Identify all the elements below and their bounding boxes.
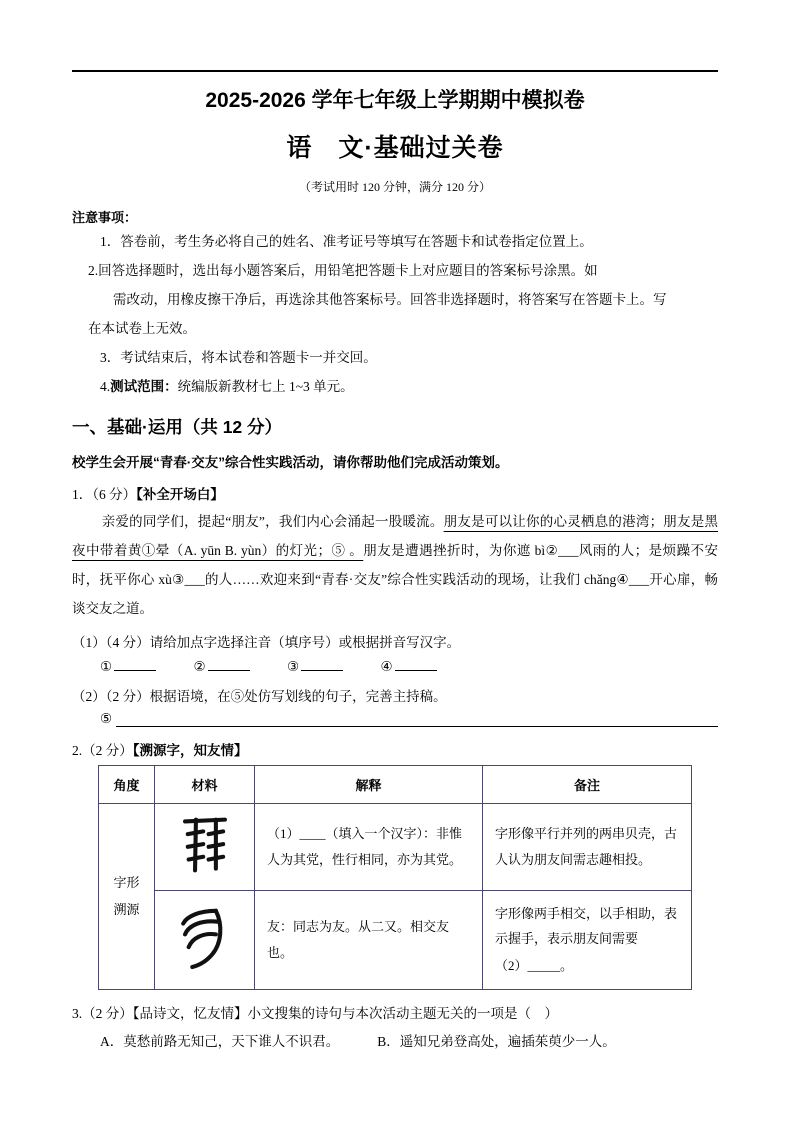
answer-blank-1	[100, 659, 156, 674]
notice-item-4-number: 4.	[100, 378, 111, 394]
table-row-you	[99, 890, 692, 989]
passage-run-plain-1: 亲爱的同学们，提起“朋友”，我们内心会涌起一股暖流。	[101, 513, 444, 529]
notice-item-3: 3．考试结束后，将本试卷和答题卡一并交回。	[100, 349, 377, 365]
table-cell-you-explain: 友：同志为友。从二又。相交友也。	[255, 890, 483, 989]
table-header-explain: 解释	[255, 765, 483, 803]
notice-item-4-label: 测试范围：	[110, 378, 178, 394]
question-3-number: 3.（2 分）	[72, 1005, 133, 1021]
question-3-tag: 【品诗文，忆友情】	[132, 1005, 248, 1021]
notice-item-1: 1．答卷前，考生务必将自己的姓名、准考证号等填写在答题卡和试卷指定位置上。	[100, 234, 593, 249]
answer-blanks-row	[100, 657, 718, 675]
question-1-passage	[72, 507, 718, 623]
passage-run-plain-2: 朋友是遭遇挫折时，为你遮 bì②___风雨的人；是烦躁不安时，抚平你心 xù③___的人……欢迎来到“青春·交友”综合性实践活动的现场，让我们 chǎng④___开心扉，畅谈交友之道。	[72, 542, 718, 616]
blank-3-line	[301, 657, 343, 671]
table-cell-peng-explain: （1）____（填入一个汉字）：非惟人为其党，性行相同，亦为其党。	[255, 803, 483, 890]
question-2-label	[72, 739, 718, 759]
question-1-number: 1．（6 分）	[72, 486, 137, 502]
header-divider	[72, 70, 718, 72]
activity-intro: 校学生会开展“青春·交友”综合性实践活动，请你帮助他们完成活动策划。	[72, 454, 509, 470]
question-3-label	[72, 1002, 718, 1022]
answer-blank-4	[380, 659, 436, 674]
you-note-blank: （2）_____。	[495, 958, 574, 974]
table-cell-row-label: 字形溯源	[99, 803, 155, 989]
blank-2-line	[208, 657, 250, 671]
question-1-tag: 【补全开场白】	[136, 486, 224, 502]
page-title: 2025-2026 学年七年级上学期期中模拟卷	[205, 89, 585, 112]
blank-5-number: ⑤	[100, 710, 113, 726]
question-3-options	[100, 1030, 718, 1050]
notice-item-2-line-1: 2.回答选择题时，选出每小题答案后，用铅笔把答题卡上对应题目的答案标号涂黑。如	[88, 262, 598, 278]
blank-5-line	[116, 711, 718, 727]
notice-item-4	[100, 377, 718, 398]
answer-blank-2	[193, 659, 249, 674]
etymology-table	[98, 765, 692, 990]
notice-item-2-line-3: 在本试卷上无效。	[88, 320, 196, 336]
section-1-heading: 一、基础·运用（共 12 分）	[72, 416, 283, 437]
table-cell-peng-note: 字形像平行并列的两串贝壳，古人认为朋友间需志趣相投。	[483, 803, 692, 890]
blank-4-line	[395, 657, 437, 671]
table-row-peng	[99, 803, 692, 890]
oracle-glyph-peng-image	[155, 803, 255, 890]
notice-item-4-text: 统编版新教材七上 1~3 单元。	[177, 378, 354, 394]
question-2-tag: 【溯源字，知友情】	[132, 742, 248, 758]
question-1-label	[72, 483, 718, 503]
answer-blank-5	[100, 711, 718, 727]
table-header-material: 材料	[155, 765, 255, 803]
exam-duration-info: （考试用时 120 分钟，满分 120 分）	[298, 180, 491, 194]
option-a: A．莫愁前路无知己，天下谁人不识君。	[100, 1033, 340, 1049]
table-cell-you-note	[483, 890, 692, 989]
question-3-stem: 小文搜集的诗句与本次活动主题无关的一项是（ ）	[247, 1005, 558, 1021]
answer-blank-3	[287, 659, 343, 674]
blank-2-number: ②	[193, 658, 206, 674]
passage-run-underlined: 朋友是可以让你的心灵栖息的港湾；朋友是黑夜中带着黄①晕（A. yūn B. yùn）的灯光；⑤ 。	[72, 513, 719, 558]
sub-question-1-1-label: （1）（4 分）请给加点字选择注音（填序号）或根据拼音写汉字。	[72, 634, 461, 650]
blank-1-line	[114, 657, 156, 671]
oracle-glyph-you-image	[155, 890, 255, 989]
sub-question-1-2-label: （2）（2 分）根据语境，在⑤处仿写划线的句子，完善主持稿。	[72, 688, 447, 704]
blank-4-number: ④	[380, 658, 393, 674]
you-note-text: 字形像两手相交，以手相助，表示握手，表示朋友间需要	[495, 905, 678, 946]
table-header-note: 备注	[483, 765, 692, 803]
option-b: B．遥知兄弟登高处，遍插茱萸少一人。	[377, 1033, 616, 1049]
exam-subtitle: 语 文·基础过关卷	[286, 134, 504, 162]
notices-heading: 注意事项：	[72, 210, 138, 225]
question-2-number: 2.（2 分）	[72, 742, 133, 758]
blank-1-number: ①	[100, 658, 113, 674]
table-header-angle: 角度	[99, 765, 155, 803]
blank-3-number: ③	[286, 658, 300, 674]
table-header-row	[99, 765, 692, 803]
notice-item-2-line-2: 需改动，用橡皮擦干净后，再选涂其他答案标号。回答非选择题时，将答案写在答题卡上。写	[113, 291, 667, 307]
